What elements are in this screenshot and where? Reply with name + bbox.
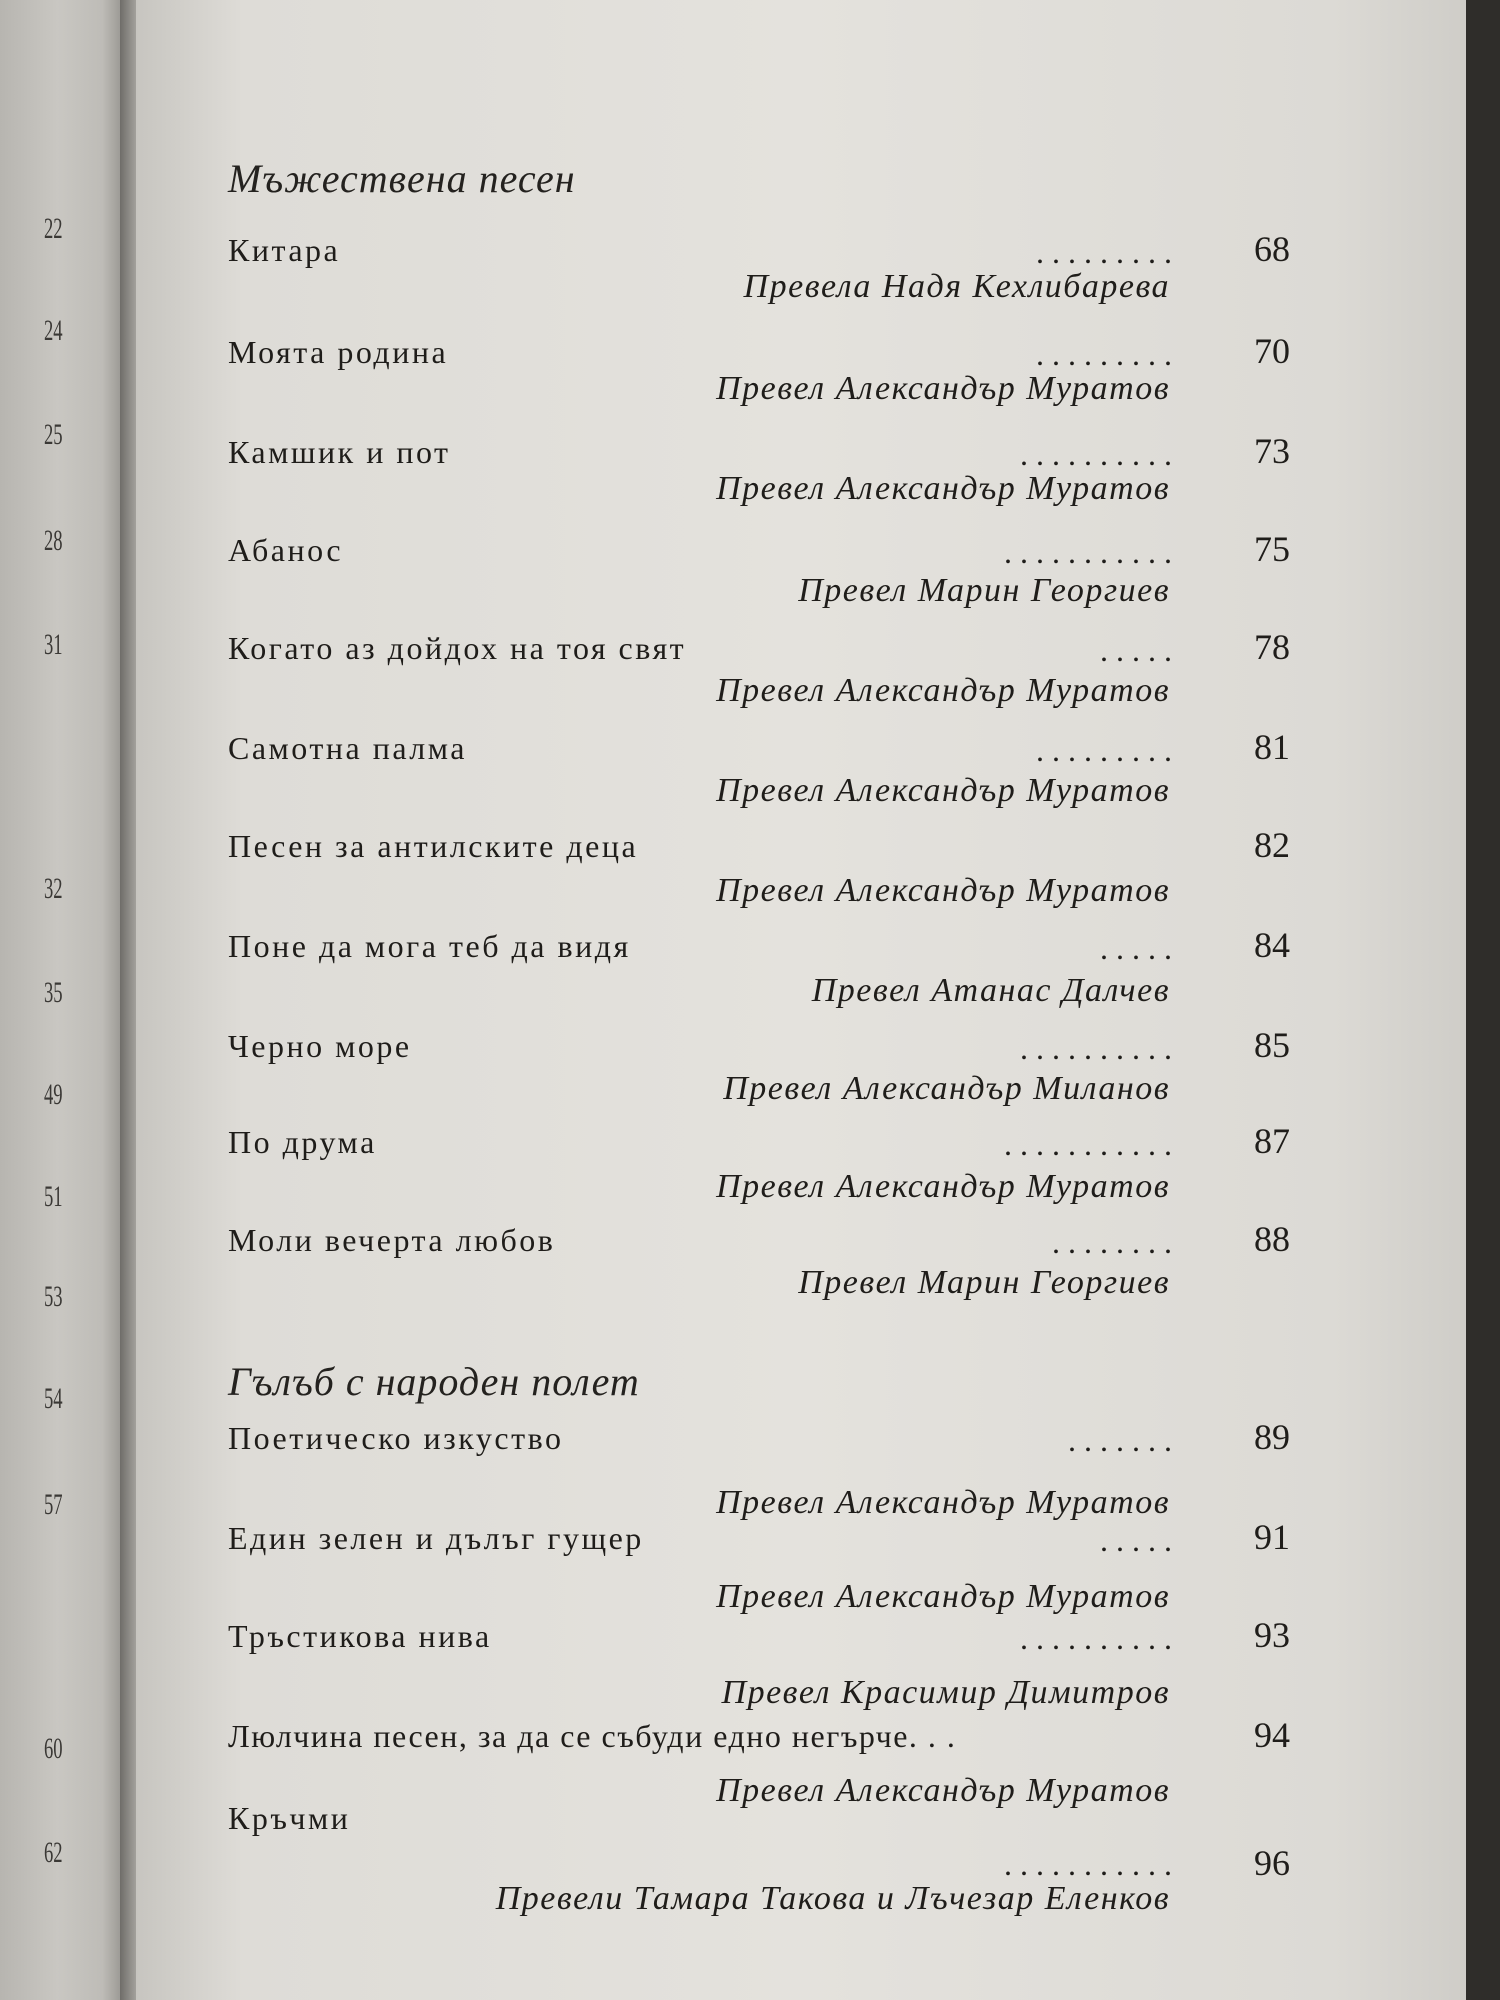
- margin-page-number: 24: [44, 314, 63, 347]
- margin-page-number: 51: [44, 1180, 63, 1213]
- entry-page-number: 93: [1254, 1615, 1290, 1655]
- toc-entry: [228, 1715, 1290, 1762]
- leader-dots: . . . . . . . . . . .: [1004, 1126, 1172, 1162]
- entry-translator: Превел Атанас Далчев: [811, 972, 1170, 1009]
- entry-translator: Превели Тамара Такова и Лъчезар Еленков: [495, 1880, 1170, 1917]
- toc-entry: [228, 1615, 1290, 1662]
- margin-page-number: 62: [44, 1836, 63, 1869]
- section-title: Гълъб с народен полет: [228, 1359, 640, 1404]
- entry-page-number: 82: [1254, 825, 1290, 865]
- entry-translator: Превел Красимир Димитров: [721, 1674, 1170, 1711]
- entry-translator: Превел Александър Муратов: [716, 470, 1170, 507]
- entry-page-number: 94: [1254, 1715, 1290, 1755]
- page-edge-shadow: [1466, 0, 1500, 2000]
- leader-dots: . . . . . . . . .: [1036, 234, 1172, 270]
- toc-entry: [228, 1517, 1290, 1564]
- leader-dots: . . . . . . .: [1068, 1422, 1172, 1458]
- entry-page-number: 87: [1254, 1121, 1290, 1161]
- entry-translator: Превел Александър Миланов: [723, 1070, 1170, 1107]
- entry-translator: Превела Надя Кехлибарева: [743, 268, 1170, 305]
- toc-entry: [228, 1219, 1290, 1266]
- entry-page-number: 88: [1254, 1219, 1290, 1259]
- entry-translator: Превел Александър Муратов: [716, 872, 1170, 909]
- toc-entry: [228, 1417, 1290, 1464]
- entry-title: Поетическо изкуство: [228, 1420, 564, 1456]
- entry-page-number: 84: [1254, 925, 1290, 965]
- margin-page-number: 35: [44, 976, 63, 1009]
- entry-page-number: 70: [1254, 331, 1290, 371]
- entry-page-number: 68: [1254, 229, 1290, 269]
- toc-entry: [228, 727, 1290, 774]
- leader-dots: . . . . . . . . . .: [1020, 1030, 1172, 1066]
- entry-page-number: 75: [1254, 529, 1290, 569]
- entry-title: Моята родина: [228, 334, 449, 370]
- margin-page-number: 22: [44, 212, 63, 245]
- entry-title: Черно море: [228, 1028, 412, 1064]
- entry-translator: Превел Александър Муратов: [716, 1484, 1170, 1521]
- entry-page-number: 81: [1254, 727, 1290, 767]
- entry-translator: Превел Марин Георгиев: [798, 572, 1170, 609]
- entry-page-number: 73: [1254, 431, 1290, 471]
- leader-dots: . . . . . . . .: [1052, 1224, 1172, 1260]
- margin-page-number: 49: [44, 1078, 63, 1111]
- section-title: Мъжествена песен: [228, 156, 576, 201]
- entry-page-number: 78: [1254, 627, 1290, 667]
- entry-title: Кръчми: [228, 1800, 351, 1836]
- entry-title: Моли вечерта любов: [228, 1222, 556, 1258]
- margin-page-number: 57: [44, 1488, 63, 1521]
- leader-dots: . . . . . . . . . .: [1020, 436, 1172, 472]
- toc-entry: [228, 1800, 1290, 1883]
- entry-page-number: 96: [1254, 1843, 1290, 1883]
- leader-dots: . . . . . . . . . . .: [1004, 534, 1172, 570]
- entry-translator: Превел Александър Муратов: [716, 1578, 1170, 1615]
- leader-dots: . . . . .: [1100, 930, 1172, 966]
- entry-translator: Превел Александър Муратов: [716, 672, 1170, 709]
- toc-entry: [228, 529, 1290, 576]
- entry-page-number: 85: [1254, 1025, 1290, 1065]
- margin-page-number: 31: [44, 628, 63, 661]
- entry-translator: Превел Александър Муратов: [716, 772, 1170, 809]
- leader-dots: . . . . . . . . . . .: [1004, 1846, 1172, 1882]
- entry-translator: Превел Марин Георгиев: [798, 1264, 1170, 1301]
- toc-entry: [228, 925, 1290, 972]
- margin-page-number: 60: [44, 1732, 63, 1765]
- previous-page-margin: [0, 0, 128, 2000]
- entry-translator: Превел Александър Муратов: [716, 1168, 1170, 1205]
- leader-dots: . . . . . . . . .: [1036, 336, 1172, 372]
- entry-title: Самотна палма: [228, 730, 467, 766]
- entry-title: Един зелен и дълъг гущер: [228, 1520, 644, 1556]
- entry-title: Когато аз дойдох на тоя свят: [228, 630, 687, 666]
- entry-translator: Превел Александър Муратов: [716, 1772, 1170, 1809]
- entry-page-number: 89: [1254, 1417, 1290, 1457]
- margin-page-number: 25: [44, 418, 63, 451]
- entry-title: Абанос: [228, 532, 344, 568]
- entry-title: Камшик и пот: [228, 434, 451, 470]
- toc-entry: [228, 1121, 1290, 1168]
- margin-page-number: 53: [44, 1280, 63, 1313]
- entry-title: Поне да мога теб да видя: [228, 928, 631, 964]
- entry-page-number: 91: [1254, 1517, 1290, 1557]
- leader-dots: . . . . . . . . .: [1036, 732, 1172, 768]
- toc-entry: [228, 1025, 1290, 1072]
- entry-title: Люлчина песен, за да се събуди едно негърче. . .: [228, 1718, 957, 1754]
- entry-translator: Превел Александър Муратов: [716, 370, 1170, 407]
- margin-page-number: 28: [44, 524, 63, 557]
- entry-title: Песен за антилските деца: [228, 828, 639, 864]
- toc-entry: [228, 825, 1290, 872]
- entry-title: Китара: [228, 232, 341, 268]
- toc-entry: [228, 627, 1290, 674]
- margin-page-number: 54: [44, 1382, 63, 1415]
- entry-title: По друма: [228, 1124, 377, 1160]
- entry-title: Тръстикова нива: [228, 1618, 492, 1654]
- margin-page-number: 32: [44, 872, 63, 905]
- leader-dots: . . . . .: [1100, 1522, 1172, 1558]
- leader-dots: . . . . . . . . . .: [1020, 1620, 1172, 1656]
- leader-dots: . . . . .: [1100, 632, 1172, 668]
